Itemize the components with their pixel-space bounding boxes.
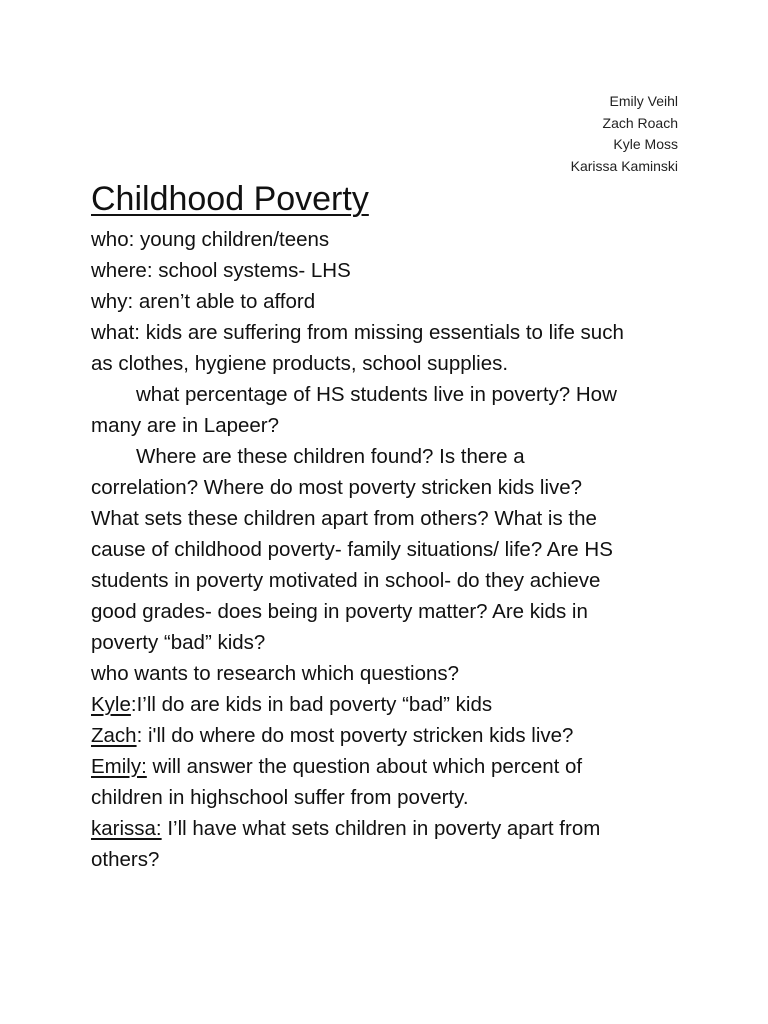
assignment-emily-continued: children in highschool suffer from poverty. (91, 786, 469, 809)
author-name: Karissa Kaminski (570, 157, 678, 174)
question-paragraph-line: What sets these children apart from others? What is the (91, 507, 597, 530)
document-title: Childhood Poverty (91, 180, 369, 218)
question-paragraph-line: poverty “bad” kids? (91, 631, 266, 654)
author-name: Emily Veihl (609, 93, 678, 109)
what-line-continued: as clothes, hygiene products, school supplies. (91, 352, 509, 375)
author-list (571, 91, 678, 177)
question-paragraph-line: good grades- does being in poverty matter? Are kids in (91, 600, 588, 623)
question-paragraph-line: many are in Lapeer? (91, 414, 280, 437)
research-question-line: who wants to research which questions? (91, 662, 460, 685)
assignee-name: Kyle (91, 693, 131, 716)
assignment-text: I’ll have what sets children in poverty apart from (161, 817, 601, 840)
assignment-text: : i'll do where do most poverty stricken kids live? (136, 724, 574, 747)
question-paragraph-line: students in poverty motivated in school- do they achieve (91, 569, 601, 592)
question-paragraph-line: correlation? Where do most poverty stricken kids live? (91, 476, 583, 499)
assignment-kyle (91, 689, 691, 720)
question-paragraph-line: Where are these children found? Is there a (136, 445, 525, 468)
assignment-text: :I’ll do are kids in bad poverty “bad” kids (130, 693, 493, 716)
question-paragraph-line: cause of childhood poverty- family situations/ life? Are HS (91, 538, 613, 561)
assignee-name: Emily: (91, 755, 147, 778)
what-line: what: kids are suffering from missing essentials to life such (91, 321, 624, 344)
assignment-text: will answer the question about which percent of (146, 755, 583, 778)
assignment-karissa-continued: others? (91, 848, 160, 871)
who-line: who: young children/teens (91, 228, 330, 251)
document-body (91, 224, 691, 875)
assignee-name: karissa: (91, 817, 162, 840)
assignment-emily (91, 751, 691, 782)
where-line: where: school systems- LHS (91, 259, 351, 282)
author-name: Zach Roach (602, 114, 678, 131)
assignment-karissa (91, 813, 691, 844)
assignment-zach (91, 720, 691, 751)
question-paragraph-line: what percentage of HS students live in poverty? How (136, 383, 617, 406)
author-name: Kyle Moss (613, 136, 678, 152)
assignee-name: Zach (91, 724, 137, 747)
why-line: why: aren’t able to afford (91, 290, 316, 313)
